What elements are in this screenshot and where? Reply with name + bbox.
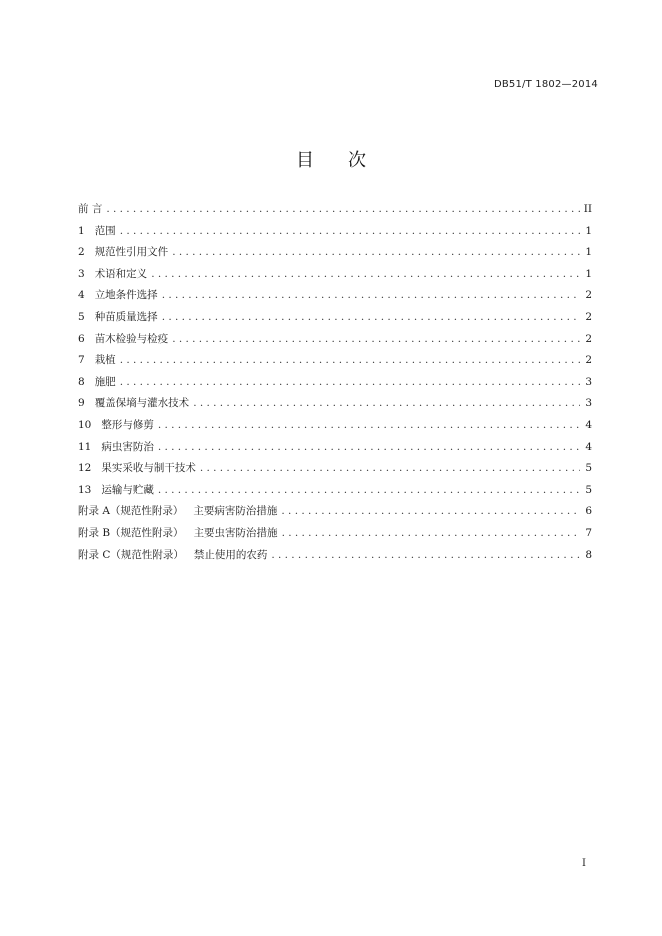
toc-appendix-number: 附录 C（规范性附录） [78, 548, 184, 561]
toc-entry-label: 规范性引用文件 [94, 246, 169, 259]
toc-leader-dots [172, 329, 580, 351]
toc-entry-label: 整形与修剪 [101, 418, 154, 431]
toc-entry-page: 2 [585, 310, 592, 323]
toc-entry-page: 7 [585, 526, 592, 539]
toc-entry-11[interactable] [78, 437, 592, 459]
toc-entry-label: 立地条件选择 [94, 289, 158, 302]
toc-entry-appendix-a[interactable] [78, 501, 592, 523]
toc-entry-9[interactable] [78, 393, 592, 415]
toc-leader-dots [151, 264, 580, 286]
toc-entry-8[interactable] [78, 372, 592, 394]
toc-entry-13[interactable] [78, 480, 592, 502]
toc-appendix-number: 附录 B（规范性附录） [78, 526, 184, 539]
toc-entry-label: 前 言 [78, 203, 103, 215]
toc-entry-page: II [583, 203, 592, 215]
toc-entry-label: 苗木检验与检疫 [94, 332, 169, 345]
toc-entry-number: 6 [78, 332, 85, 345]
toc-entry-label: 施肥 [94, 375, 116, 388]
toc-entry-number: 3 [78, 267, 85, 280]
toc-entry-label: 术语和定义 [94, 267, 148, 280]
toc-leader-dots [162, 285, 580, 307]
toc-entry-number: 12 [78, 462, 92, 475]
toc-entry-number: 4 [78, 289, 85, 302]
toc-entry-label: 主要病害防治措施 [193, 505, 278, 518]
toc-entry-number: 9 [78, 397, 85, 410]
toc-entry-number: 7 [78, 354, 85, 367]
toc-entry-number: 13 [78, 483, 92, 496]
toc-entry-page: 5 [585, 462, 592, 475]
toc-entry-foreword[interactable] [78, 199, 592, 221]
toc-entry-5[interactable] [78, 307, 592, 329]
toc-leader-dots [281, 501, 580, 523]
toc-entry-number: 1 [78, 224, 85, 237]
toc-leader-dots [193, 393, 580, 415]
toc-entry-12[interactable] [78, 458, 592, 480]
toc-entry-3[interactable] [78, 264, 592, 286]
toc-leader-dots [120, 372, 580, 394]
toc-entry-label: 覆盖保墒与灌水技术 [94, 397, 190, 410]
page-title [0, 146, 662, 172]
toc-leader-dots [162, 307, 580, 329]
toc-appendix-number: 附录 A（规范性附录） [78, 505, 184, 518]
toc-entry-page: 3 [585, 375, 592, 388]
toc-entry-4[interactable] [78, 285, 592, 307]
toc-entry-label: 主要虫害防治措施 [193, 526, 278, 539]
title-char-2: 次 [348, 150, 366, 171]
toc-entry-page: 8 [585, 548, 592, 561]
toc-leader-dots [158, 415, 580, 437]
toc-entry-page: 1 [585, 246, 592, 259]
toc-entry-6[interactable] [78, 329, 592, 351]
toc-entry-number: 5 [78, 310, 85, 323]
toc-entry-2[interactable] [78, 242, 592, 264]
toc-entry-number: 2 [78, 246, 85, 259]
toc-entry-number: 10 [78, 418, 92, 431]
toc-entry-7[interactable] [78, 350, 592, 372]
toc-entry-page: 6 [585, 505, 592, 518]
toc-entry-appendix-b[interactable] [78, 523, 592, 545]
toc-entry-number: 8 [78, 375, 85, 388]
toc-leader-dots [158, 480, 580, 502]
toc-leader-dots [271, 545, 580, 567]
table-of-contents [78, 199, 592, 566]
toc-entry-page: 5 [585, 483, 592, 496]
toc-entry-label: 栽植 [94, 354, 116, 367]
toc-leader-dots [158, 437, 580, 459]
toc-entry-page: 3 [585, 397, 592, 410]
toc-entry-page: 4 [585, 418, 592, 431]
toc-entry-label: 种苗质量选择 [94, 310, 158, 323]
document-code: DB51/T 1802—2014 [493, 79, 598, 90]
toc-entry-label: 病虫害防治 [101, 440, 154, 453]
toc-leader-dots [120, 350, 580, 372]
toc-entry-label: 禁止使用的农药 [193, 548, 268, 561]
toc-leader-dots [172, 242, 580, 264]
toc-leader-dots [106, 199, 579, 221]
toc-entry-1[interactable] [78, 221, 592, 243]
toc-entry-page: 2 [585, 354, 592, 367]
toc-entry-page: 2 [585, 332, 592, 345]
toc-entry-label: 运输与贮藏 [101, 483, 154, 496]
page-number: I [582, 858, 586, 869]
toc-leader-dots [120, 221, 580, 243]
toc-entry-number: 11 [78, 440, 92, 453]
toc-leader-dots [200, 458, 580, 480]
toc-entry-page: 1 [585, 224, 592, 237]
toc-entry-page: 1 [585, 267, 592, 280]
toc-entry-page: 4 [585, 440, 592, 453]
toc-leader-dots [282, 523, 580, 545]
toc-entry-label: 范围 [94, 224, 116, 237]
title-char-1: 目 [296, 150, 314, 171]
toc-entry-page: 2 [585, 289, 592, 302]
toc-entry-label: 果实采收与制干技术 [101, 462, 196, 475]
toc-entry-appendix-c[interactable] [78, 545, 592, 567]
toc-entry-10[interactable] [78, 415, 592, 437]
